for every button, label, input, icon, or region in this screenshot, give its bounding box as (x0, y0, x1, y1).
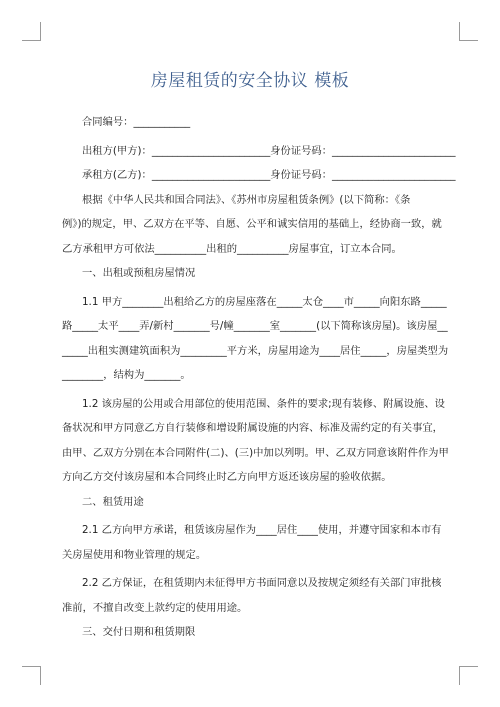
text-line: 2.1 乙方向甲方承诺，租赁该房屋作为____居住____使用，并遵守国家和本市有 (82, 524, 442, 536)
text-line: 二、租赁用途 (82, 495, 144, 508)
crop-mark-top-left (22, 22, 41, 41)
text-line: 备状况和甲方同意乙方自行装修和增设附属设施的内容、标准及需约定的有关事宜， (62, 422, 443, 434)
text-line: 一、出租或预租房屋情况 (82, 267, 196, 279)
document-title: 房屋租赁的安全协议 模板 (150, 71, 350, 91)
text-line: 出租方(甲方)：_______________________身份证号码：________________________ (82, 144, 456, 157)
text-line: 例》)的规定，甲、乙双方在平等、自愿、公平和诚实信用的基础上，经协商一致，就 (62, 218, 442, 230)
crop-mark-top-right (459, 22, 478, 41)
text-line: 根据《中华人民共和国合同法》、《苏州市房屋租赁条例》(以下简称：《条 (82, 193, 411, 206)
text-line: 由甲、乙双方分别在本合同附件(二)、(三)中加以列明。甲、乙双方同意该附件作为甲 (62, 446, 449, 459)
text-line: _____出租实测建筑面积为_________平方米，房屋用途为____居住_____，房屋类型为 (62, 344, 449, 357)
text-line: 承租方(乙方)：_______________________身份证号码：________________________ (82, 169, 456, 181)
text-line: 路_____太平____弄/新村_______号/幢_______室_______(以下简称该房屋)。该房屋__ (62, 320, 448, 332)
text-line: 2.2 乙方保证，在租赁期内未征得甲方书面同意以及按规定须经有关部门审批核 (82, 577, 442, 589)
text-line: 合同编号：___________ (82, 116, 191, 128)
crop-mark-bottom-right (459, 666, 478, 685)
text-line: 方向乙方交付该房屋和本合同终止时乙方向甲方返还该房屋的验收依据。 (62, 471, 392, 483)
document-body (62, 110, 456, 645)
crop-mark-bottom-left (22, 666, 41, 685)
text-line: 关房屋使用和物业管理的规定。 (62, 548, 207, 561)
text-line: 准前，不擅自改变上款约定的使用用途。 (62, 601, 248, 614)
text-line: 1.1 甲方________出租给乙方的房屋座落在_____太仓____市_____向阳东路_____ (82, 295, 447, 308)
text-line: 乙方承租甲方可依法__________出租的__________房屋事宜，订立本合同。 (62, 242, 402, 255)
text-line: 三、交付日期和租赁期限 (82, 626, 196, 638)
text-line: ________，结构为_______。 (62, 369, 191, 381)
text-line: 1.2 该房屋的公用或合用部位的使用范围、条件的要求;现有装修、附属设施、设 (82, 397, 445, 410)
